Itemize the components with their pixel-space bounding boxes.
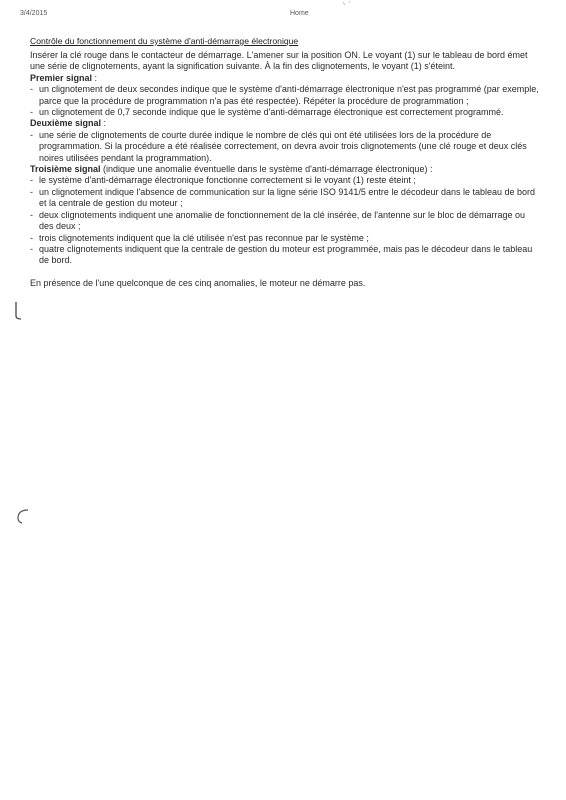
- list-item: - un clignotement de deux secondes indique que le système d'anti-démarrage électronique n'est pas programmé (par exemple, parce que la procédure de programmation n'a pas été respectée). Répéter la procédure de programmation ;: [30, 84, 540, 107]
- scan-speck-icon: [340, 0, 354, 8]
- scan-mark-curve-icon: [14, 506, 34, 526]
- page-header-title: Home: [290, 10, 309, 17]
- list-item: - une série de clignotements de courte durée indique le nombre de clés qui ont été utilisées lors de la procédure de programmation. Si la procédure a été réalisée correctement, on devra avoir trois clignotements (une clé rouge et deux clés noires utilisées pendant la programmation).: [30, 130, 540, 164]
- third-signal-list: [30, 175, 540, 266]
- scan-mark-bracket-icon: [12, 300, 26, 322]
- list-item: - le système d'anti-démarrage électronique fonctionne correctement si le voyant (1) reste éteint ;: [30, 175, 540, 186]
- list-item: - deux clignotements indiquent une anomalie de fonctionnement de la clé insérée, de l'antenne sur le bloc de démarrage ou des deux ;: [30, 210, 540, 233]
- closing-paragraph: En présence de l'une quelconque de ces cinq anomalies, le moteur ne démarre pas.: [30, 277, 366, 288]
- section-heading-third-signal: Troisième signal (indique une anomalie éventuelle dans le système d'anti-démarrage électronique) :: [30, 164, 433, 175]
- list-item: - trois clignotements indiquent que la clé utilisée n'est pas reconnue par le système ;: [30, 233, 540, 244]
- first-signal-list: [30, 84, 540, 118]
- list-item: - un clignotement indique l'absence de communication sur la ligne série ISO 9141/5 entre le décodeur dans le tableau de bord et la centrale de gestion du moteur ;: [30, 187, 540, 210]
- list-item: - quatre clignotements indiquent que la centrale de gestion du moteur est programmée, mais pas le décodeur dans le tableau de bord.: [30, 244, 540, 267]
- section-heading-second-signal: Deuxième signal :: [30, 118, 107, 129]
- second-signal-list: [30, 130, 540, 164]
- print-date: 3/4/2015: [20, 10, 48, 17]
- list-item: - un clignotement de 0,7 seconde indique que le système d'anti-démarrage électronique est correctement programmé.: [30, 107, 540, 118]
- document-title: Contrôle du fonctionnement du système d'anti-démarrage électronique: [30, 36, 299, 46]
- intro-paragraph: Insérer la clé rouge dans le contacteur de démarrage. L'amener sur la position ON. Le voyant (1) sur le tableau de bord émet une série de clignotements, ayant la signification suivante. À la fin des clignotements, le voyant (1) s'éteint.: [30, 50, 528, 72]
- document-body: [30, 36, 540, 289]
- section-heading-first-signal: Premier signal :: [30, 72, 98, 83]
